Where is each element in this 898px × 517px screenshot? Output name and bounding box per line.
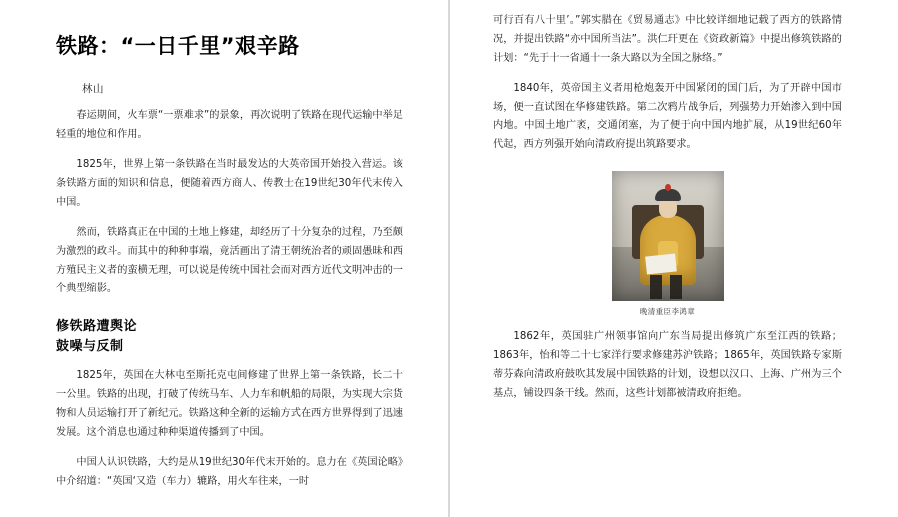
- paragraph: 1825年，世界上第一条铁路在当时最发达的大英帝国开始投入营运。该条铁路方面的知识和信息，便随着西方商人、传教士在19世纪30年代末传入中国。: [56, 159, 403, 208]
- paragraph: 然而，铁路真正在中国的土地上修建，却经历了十分复杂的过程，乃至颇为激烈的政斗。而其中的种种事端，竟活画出了清王朝统治者的顽固愚昧和西方殖民主义者的蛮横无理，可以说是传统中国社会而对西方近代文明冲击的一个典型缩影。: [56, 226, 403, 295]
- photo-vignette: [612, 171, 724, 301]
- section-subheading: [56, 317, 403, 356]
- paragraph: 1862年，英国驻广州领事馆向广东当局提出修筑广东至江西的铁路；1863年，怡和等二十七家洋行要求修建苏沪铁路；1865年，英国铁路专家斯蒂芬森向清政府鼓吹其发展中国铁路的计划，设想以汉口、上海、广州为三个基点，铺设四条干线。然而，这些计划都被清政府拒绝。: [493, 331, 842, 399]
- subheading-line-1: 修铁路遭舆论: [56, 319, 138, 335]
- page-title: 铁路：“一日千里”艰辛路: [56, 34, 300, 58]
- paragraph: 可行百有八十里’。”郭实腊在《贸易通志》中比较详细地记载了西方的铁路情况，并提出铁路“亦中国所当法”。洪仁玕更在《资政新篇》中提出修筑铁路的计划：“先于十一省通十一条大路以为全国之脉络。”: [493, 15, 842, 64]
- author-byline: 林山: [82, 83, 104, 96]
- paragraph: 春运期间，火车票“一票难求”的景象，再次说明了铁路在现代运输中举足轻重的地位和作用。: [56, 110, 403, 141]
- figure: [612, 171, 724, 317]
- figure-caption: 晚清重臣李鸿章: [639, 307, 696, 317]
- subheading-line-2: 鼓噪与反制: [56, 338, 124, 354]
- right-column: [449, 0, 898, 517]
- paragraph: 中国人认识铁路，大约是从19世纪30年代末开始的。息力在《英国论略》中介绍道：“英国‘又造（车力）辘路，用火车往来，一时: [56, 456, 403, 487]
- paragraph: 1840年，英帝国主义者用枪炮轰开中国紧闭的国门后，为了开辟中国市场，便一直试图在华修建铁路。第二次鸦片战争后，列强势力开始渗入到中国内地。中国土地广袤，交通闭塞，为了便于向中国内地扩展，从19世纪60年代起，西方列强开始向清政府提出筑路要求。: [493, 82, 842, 151]
- portrait-photo: [612, 171, 724, 301]
- paragraph: 1825年，英国在大林屯至斯托克屯间修建了世界上第一条铁路，长二十一公里。铁路的出现，打破了传统马车、人力车和帆船的局限，为实现大宗货物和人员运输打开了新纪元。铁路这种全新的运输方式在西方世界得到了迅速发展。这个消息也通过种种渠道传播到了中国。: [56, 370, 403, 438]
